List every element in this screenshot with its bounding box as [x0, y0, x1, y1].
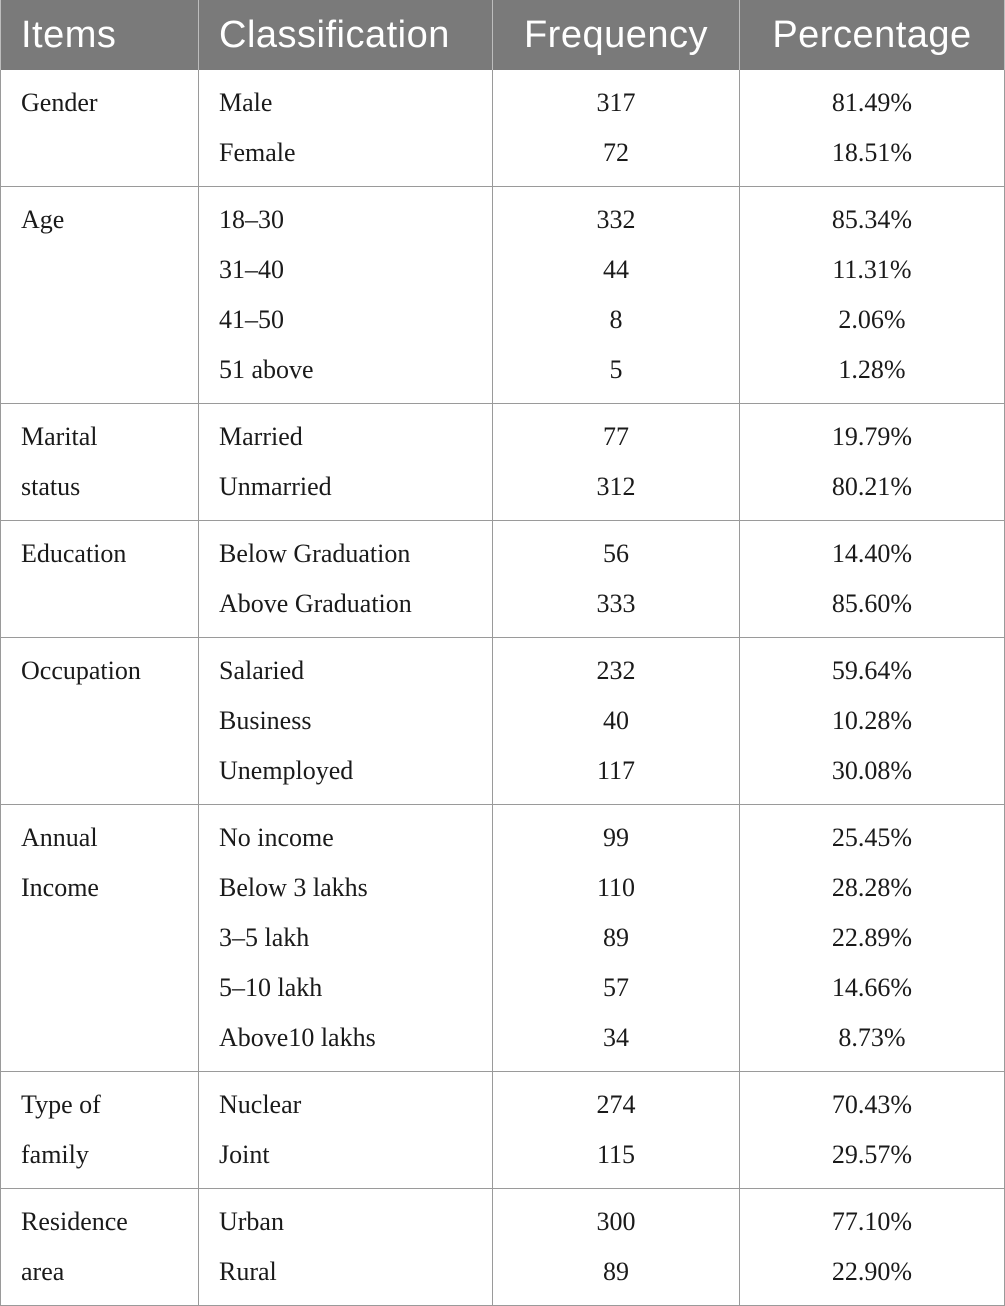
table-row-group: [1, 638, 1005, 805]
item-label: Marital: [21, 422, 98, 451]
percentage-value: 59.64%: [831, 656, 913, 685]
percentage-value: 28.28%: [831, 873, 913, 902]
percentage-value: 29.57%: [831, 1140, 913, 1169]
frequency-value: 332: [596, 205, 636, 234]
percentage-cell: [740, 638, 1005, 805]
item-label: Annual: [21, 823, 98, 852]
header-classification: Classification: [199, 0, 493, 70]
table-row-group: [1, 404, 1005, 521]
frequency-value: 110: [596, 873, 636, 902]
percentage-cell: [740, 187, 1005, 404]
frequency-value: 232: [596, 656, 636, 685]
item-label: Education: [21, 539, 127, 568]
percentage-cell: [740, 404, 1005, 521]
percentage-value: 22.90%: [831, 1257, 913, 1286]
item-label: Residence: [21, 1207, 128, 1236]
frequency-value: 77: [603, 422, 629, 451]
classification-cell: [199, 70, 493, 187]
percentage-value: 30.08%: [831, 756, 913, 785]
item-cell: [1, 638, 199, 805]
table-body: [1, 70, 1005, 1306]
classification-value: Unemployed: [219, 756, 354, 785]
item-cell: [1, 70, 199, 187]
classification-value: Above10 lakhs: [219, 1023, 376, 1052]
classification-value: Below Graduation: [219, 539, 411, 568]
classification-value: Urban: [219, 1207, 284, 1236]
percentage-cell: [740, 521, 1005, 638]
header-frequency: Frequency: [493, 0, 740, 70]
frequency-value: 40: [603, 706, 629, 735]
classification-value: Business: [219, 706, 312, 735]
frequency-value: 72: [603, 138, 629, 167]
frequency-value: 56: [603, 539, 629, 568]
percentage-value: 85.60%: [831, 589, 913, 618]
percentage-value: 14.40%: [831, 539, 913, 568]
percentage-value: 14.66%: [831, 973, 913, 1002]
classification-value: Joint: [219, 1140, 270, 1169]
percentage-value: 11.31%: [832, 255, 912, 284]
frequency-cell: [493, 404, 740, 521]
item-label: Type of: [21, 1090, 101, 1119]
classification-value: Male: [219, 88, 273, 117]
classification-cell: [199, 638, 493, 805]
frequency-value: 34: [603, 1023, 629, 1052]
frequency-value: 44: [603, 255, 629, 284]
header-items: Items: [1, 0, 199, 70]
percentage-value: 8.73%: [838, 1023, 906, 1052]
classification-cell: [199, 521, 493, 638]
frequency-cell: [493, 1072, 740, 1189]
classification-cell: [199, 404, 493, 521]
percentage-value: 85.34%: [831, 205, 913, 234]
percentage-value: 18.51%: [831, 138, 913, 167]
frequency-value: 99: [603, 823, 629, 852]
classification-value: 5–10 lakh: [219, 973, 323, 1002]
table-row-group: [1, 521, 1005, 638]
frequency-value: 115: [596, 1140, 636, 1169]
classification-value: Above Graduation: [219, 589, 412, 618]
item-label: Age: [21, 205, 65, 234]
frequency-cell: [493, 805, 740, 1072]
table-row-group: [1, 1189, 1005, 1306]
percentage-cell: [740, 805, 1005, 1072]
frequency-value: 57: [603, 973, 629, 1002]
percentage-cell: [740, 1189, 1005, 1306]
classification-value: Salaried: [219, 656, 305, 685]
frequency-cell: [493, 521, 740, 638]
classification-value: 41–50: [219, 305, 284, 334]
percentage-value: 25.45%: [831, 823, 913, 852]
frequency-value: 333: [596, 589, 636, 618]
classification-value: 18–30: [219, 205, 284, 234]
classification-value: Nuclear: [219, 1090, 302, 1119]
header-percentage: Percentage: [740, 0, 1005, 70]
item-label: Gender: [21, 88, 98, 117]
frequency-value: 117: [596, 756, 636, 785]
table-row-group: [1, 805, 1005, 1072]
frequency-value: 317: [596, 88, 636, 117]
classification-cell: [199, 1189, 493, 1306]
item-cell: [1, 1072, 199, 1189]
frequency-cell: [493, 638, 740, 805]
classification-value: Unmarried: [219, 472, 332, 501]
table-row-group: [1, 187, 1005, 404]
table-row-group: [1, 1072, 1005, 1189]
item-cell: [1, 404, 199, 521]
percentage-cell: [740, 70, 1005, 187]
percentage-cell: [740, 1072, 1005, 1189]
item-cell: [1, 187, 199, 404]
item-label: Income: [21, 873, 99, 902]
item-label: area: [21, 1257, 65, 1286]
percentage-value: 22.89%: [831, 923, 913, 952]
percentage-value: 2.06%: [838, 305, 906, 334]
frequency-cell: [493, 1189, 740, 1306]
table-header: [1, 0, 1005, 70]
percentage-value: 1.28%: [838, 355, 906, 384]
percentage-value: 77.10%: [831, 1207, 913, 1236]
frequency-cell: [493, 187, 740, 404]
classification-cell: [199, 1072, 493, 1189]
item-label: Occupation: [21, 656, 141, 685]
item-label: status: [21, 472, 81, 501]
classification-cell: [199, 805, 493, 1072]
item-label: family: [21, 1140, 89, 1169]
classification-value: Married: [219, 422, 303, 451]
frequency-cell: [493, 70, 740, 187]
classification-value: 31–40: [219, 255, 284, 284]
percentage-value: 81.49%: [831, 88, 913, 117]
frequency-value: 300: [596, 1207, 636, 1236]
percentage-value: 19.79%: [831, 422, 913, 451]
classification-value: Female: [219, 138, 296, 167]
classification-value: Below 3 lakhs: [219, 873, 368, 902]
frequency-value: 5: [609, 355, 623, 384]
percentage-value: 80.21%: [831, 472, 913, 501]
frequency-value: 89: [603, 1257, 629, 1286]
frequency-value: 312: [596, 472, 636, 501]
classification-value: 51 above: [219, 355, 314, 384]
table-row-group: [1, 70, 1005, 187]
frequency-value: 89: [603, 923, 629, 952]
frequency-value: 8: [609, 305, 623, 334]
frequency-value: 274: [596, 1090, 636, 1119]
item-cell: [1, 1189, 199, 1306]
percentage-value: 10.28%: [831, 706, 913, 735]
percentage-value: 70.43%: [831, 1090, 913, 1119]
header-row: [1, 0, 1005, 70]
classification-value: No income: [219, 823, 334, 852]
classification-cell: [199, 187, 493, 404]
classification-value: 3–5 lakh: [219, 923, 310, 952]
item-cell: [1, 805, 199, 1072]
item-cell: [1, 521, 199, 638]
classification-value: Rural: [219, 1257, 277, 1286]
